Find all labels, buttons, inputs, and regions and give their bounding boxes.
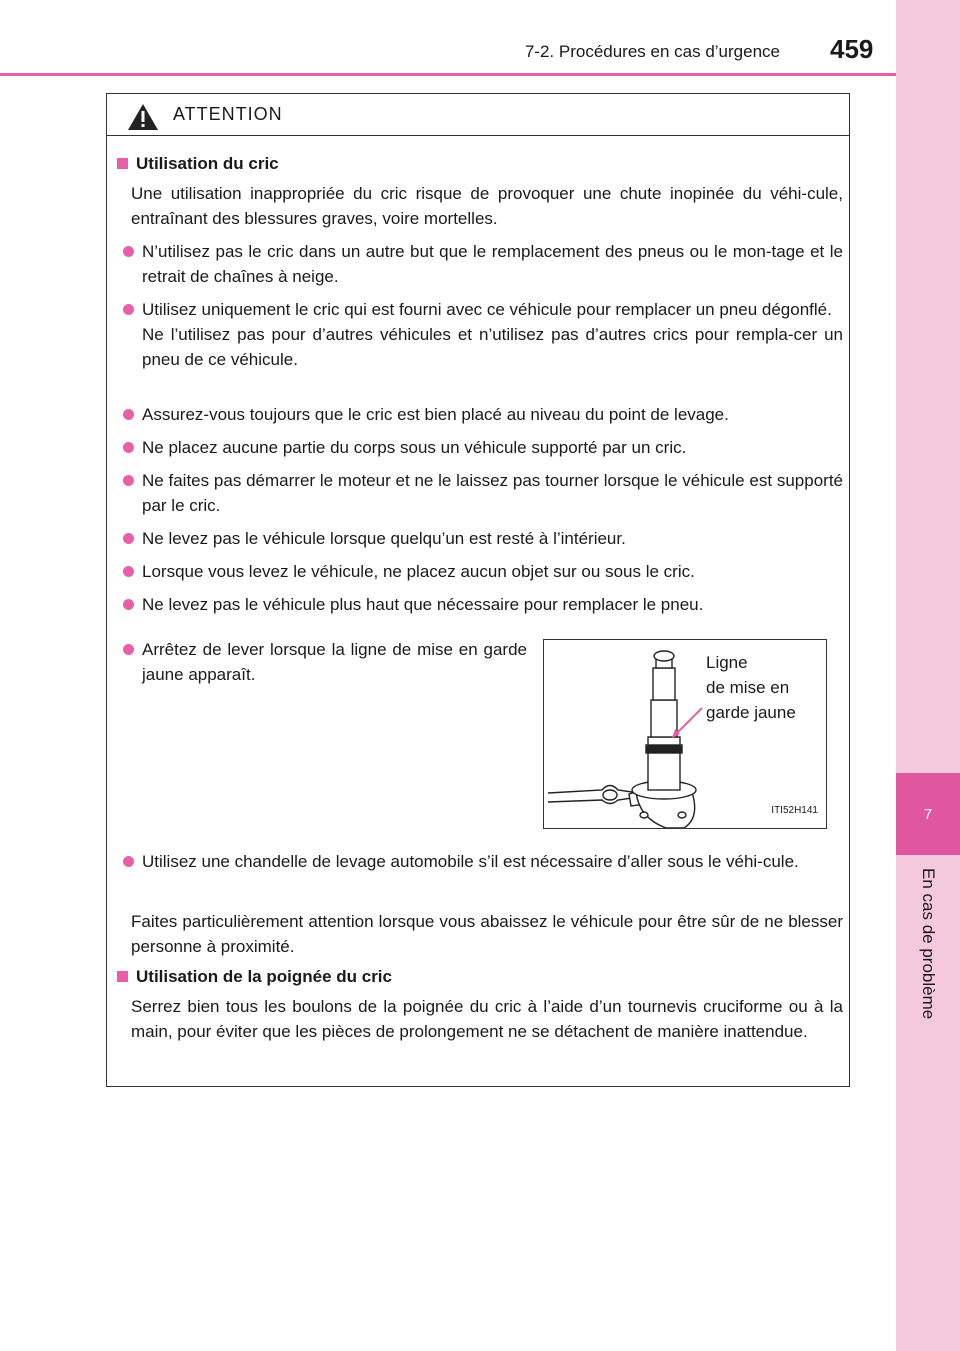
bullet-dot-icon: [123, 304, 134, 315]
bullet-item: [123, 402, 843, 427]
caution-header: [107, 94, 849, 136]
paragraph: Serrez bien tous les boulons de la poignée du cric à l’aide d’un tournevis cruciforme ou à la main, pour éviter que les pièces de prolongement ne se détachent de manière inattendue.: [131, 997, 843, 1041]
bullet-text: Ne placez aucune partie du corps sous un véhicule supporté par un cric.: [142, 438, 687, 457]
bullet-item: [123, 297, 843, 372]
subsection-title: [117, 964, 392, 989]
bullet-item: [123, 239, 843, 289]
subsection-title-text: Utilisation de la poignée du cric: [136, 967, 392, 986]
bullet-dot-icon: [123, 442, 134, 453]
bullet-item: [123, 435, 843, 460]
bullet-dot-icon: [123, 566, 134, 577]
square-bullet-icon: [117, 158, 128, 169]
chapter-number: 7: [896, 773, 960, 855]
bullet-item: [123, 637, 527, 687]
bullet-dot-icon: [123, 409, 134, 420]
bullet-item: [123, 526, 843, 551]
bullet-dot-icon: [123, 246, 134, 257]
chapter-label: En cas de problème: [919, 868, 938, 1020]
bullet-text: Assurez-vous toujours que le cric est bien placé au niveau du point de levage.: [142, 405, 729, 424]
bullet-text: N’utilisez pas le cric dans un autre but que le remplacement des pneus ou le mon-tage et le retrait de chaînes à neige.: [142, 242, 843, 286]
page-number: 459: [830, 34, 874, 64]
warning-triangle-icon: [127, 103, 159, 131]
bullet-item: [123, 849, 843, 874]
bullet-text: Ne levez pas le véhicule plus haut que nécessaire pour remplacer le pneu.: [142, 595, 704, 614]
bullet-text: Ne faites pas démarrer le moteur et ne le laissez pas tourner lorsque le véhicule est supporté par le cric.: [142, 471, 843, 515]
jack-figure: [543, 639, 827, 829]
subsection-title-text: Utilisation du cric: [136, 154, 279, 173]
bullet-dot-icon: [123, 475, 134, 486]
bullet-item: [123, 468, 843, 518]
paragraph: Une utilisation inappropriée du cric risque de provoquer une chute inopinée du véhi-cule, entraînant des blessures graves, voire mortelles.: [131, 184, 843, 228]
bullet-dot-icon: [123, 533, 134, 544]
bullet-text: Ne levez pas le véhicule lorsque quelqu’un est resté à l’intérieur.: [142, 529, 626, 548]
bullet-dot-icon: [123, 856, 134, 867]
bullet-dot-icon: [123, 644, 134, 655]
bullet-item: [123, 559, 843, 584]
bullet-text: Arrêtez de lever lorsque la ligne de mise en garde jaune apparaît.: [142, 640, 527, 684]
bullet-text: Utilisez uniquement le cric qui est fourni avec ce véhicule pour remplacer un pneu dégonflé. Ne l’utilisez pas pour d’autres véhicules et n’utilisez pas d’autres crics pour rempla-cer un pneu de ce véhicule.: [142, 300, 843, 369]
chapter-side-tab[interactable]: [896, 0, 960, 1351]
section-title: 7-2. Procédures en cas d’urgence: [524, 42, 780, 61]
caution-title: ATTENTION: [173, 104, 283, 124]
bullet-text: Utilisez une chandelle de levage automobile s’il est nécessaire d’aller sous le véhi-cule.: [142, 852, 799, 871]
figure-callout-label: Ligne de mise en garde jaune: [706, 653, 796, 722]
square-bullet-icon: [117, 971, 128, 982]
bullet-dot-icon: [123, 599, 134, 610]
paragraph: Faites particulièrement attention lorsque vous abaissez le véhicule pour être sûr de ne blesser personne à proximité.: [131, 912, 843, 956]
caution-box: [106, 93, 850, 1087]
bullet-item: [123, 592, 843, 617]
bullet-text: Lorsque vous levez le véhicule, ne placez aucun objet sur ou sous le cric.: [142, 562, 695, 581]
header-rule: [0, 73, 896, 76]
figure-code: ITI52H141: [771, 805, 818, 816]
subsection-title: [117, 151, 279, 176]
